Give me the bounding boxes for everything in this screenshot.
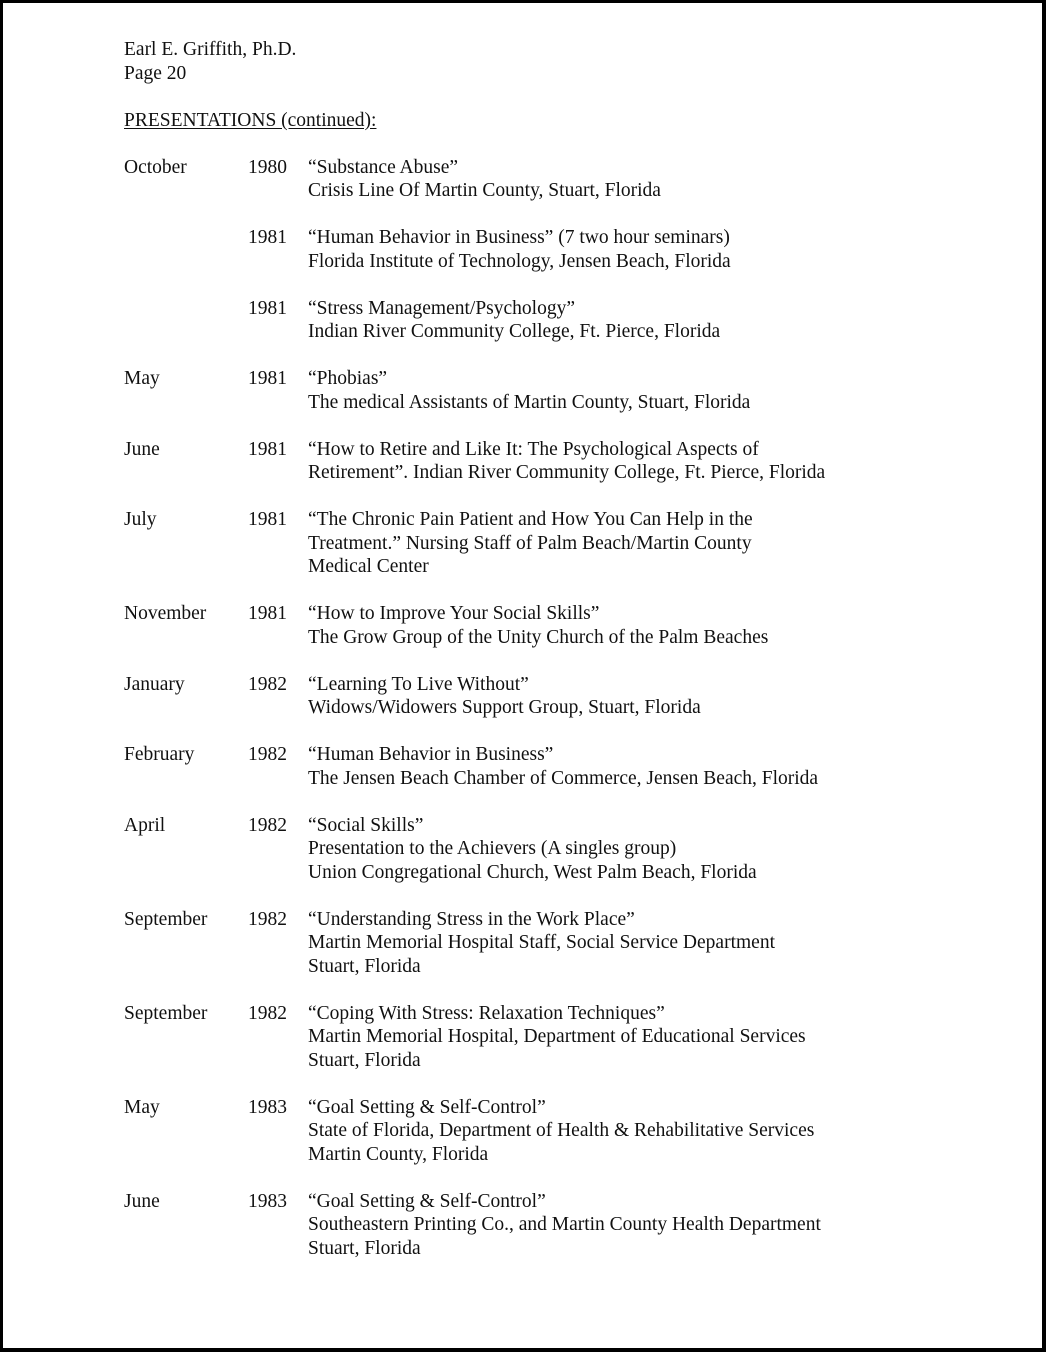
- entry-title: “Coping With Stress: Relaxation Techniques”: [308, 1002, 665, 1024]
- entry-detail-line: Florida Institute of Technology, Jensen Beach, Florida: [308, 250, 731, 272]
- entry-details: [308, 1190, 1004, 1261]
- entry-detail-line: State of Florida, Department of Health & Rehabilitative Services: [308, 1120, 815, 1141]
- entry-detail-line: Southeastern Printing Co., and Martin County Health Department: [308, 1214, 821, 1235]
- section-heading: PRESENTATIONS (continued):: [124, 109, 377, 131]
- entry-title: “Phobias”: [308, 368, 388, 389]
- entry-title: “Substance Abuse”: [308, 156, 459, 178]
- entry-details: [308, 908, 1004, 979]
- presentation-entry: [124, 814, 1004, 885]
- entry-year: 1982: [248, 908, 287, 930]
- author-name: Earl E. Griffith, Ph.D.: [124, 39, 297, 60]
- presentation-entry: [124, 602, 1004, 649]
- entry-detail-line: Martin County, Florida: [308, 1143, 489, 1165]
- entry-month: October: [124, 156, 187, 178]
- entry-details: [308, 297, 1004, 344]
- entry-title: “Stress Management/Psychology”: [308, 297, 575, 319]
- entry-month: April: [124, 814, 166, 836]
- presentation-entry: [124, 297, 1004, 344]
- entry-detail-line: Crisis Line Of Martin County, Stuart, Florida: [308, 180, 661, 201]
- entry-details: [308, 814, 1004, 885]
- presentation-entry: [124, 1190, 1004, 1261]
- entry-title: “Goal Setting & Self-Control”: [308, 1096, 546, 1118]
- entry-detail-line: The Grow Group of the Unity Church of the Palm Beaches: [308, 626, 769, 648]
- entry-month: September: [124, 908, 208, 930]
- entry-year: 1982: [248, 744, 287, 765]
- presentation-entry: [124, 438, 1004, 485]
- entry-title: “Human Behavior in Business” (7 two hour seminars): [308, 227, 730, 248]
- entry-detail-line: Stuart, Florida: [308, 1237, 421, 1259]
- entry-month: [124, 297, 248, 344]
- entry-year: 1981: [248, 297, 287, 319]
- presentation-entry: [124, 156, 1004, 203]
- entry-year: 1983: [248, 1096, 287, 1118]
- presentation-entry: [124, 226, 1004, 273]
- entry-title: “How to Retire and Like It: The Psychological Aspects of: [308, 438, 759, 460]
- entry-detail-line: Treatment.” Nursing Staff of Palm Beach/Martin County: [308, 532, 752, 554]
- entry-detail-line: Medical Center: [308, 556, 429, 577]
- entry-details: [308, 602, 1004, 649]
- entry-detail-line: Stuart, Florida: [308, 1049, 421, 1071]
- entry-details: [308, 1002, 1004, 1073]
- entry-details: [308, 367, 1004, 414]
- entry-details: [308, 156, 1004, 203]
- entry-details: [308, 508, 1004, 579]
- entry-title: “Social Skills”: [308, 814, 424, 836]
- entry-title: “Human Behavior in Business”: [308, 744, 554, 765]
- entry-month: May: [124, 1096, 160, 1118]
- entry-year: 1982: [248, 1002, 287, 1024]
- entry-detail-line: Martin Memorial Hospital Staff, Social Service Department: [308, 932, 775, 953]
- entry-year: 1981: [248, 227, 287, 248]
- entry-month: November: [124, 603, 207, 624]
- entry-month: July: [124, 509, 157, 530]
- entry-detail-line: Union Congregational Church, West Palm Beach, Florida: [308, 861, 757, 883]
- presentation-entry: [124, 673, 1004, 720]
- entry-month: [124, 226, 248, 273]
- entry-year: 1981: [248, 509, 287, 530]
- entry-detail-line: Widows/Widowers Support Group, Stuart, Florida: [308, 697, 701, 718]
- entry-title: “The Chronic Pain Patient and How You Can Help in the: [308, 509, 753, 530]
- entry-detail-line: Presentation to the Achievers (A singles group): [308, 838, 677, 859]
- entry-detail-line: Retirement”. Indian River Community College, Ft. Pierce, Florida: [308, 462, 826, 483]
- entry-year: 1983: [248, 1190, 287, 1212]
- entry-title: “Learning To Live Without”: [308, 673, 529, 695]
- entry-month: February: [124, 744, 195, 765]
- entry-title: “Understanding Stress in the Work Place”: [308, 908, 635, 930]
- entry-details: [308, 1096, 1004, 1167]
- page-number: Page 20: [124, 62, 187, 84]
- entry-month: June: [124, 1190, 160, 1212]
- entry-month: June: [124, 438, 160, 460]
- entry-month: January: [124, 673, 185, 695]
- entry-details: [308, 673, 1004, 720]
- entry-year: 1981: [248, 438, 287, 460]
- running-header: [124, 38, 1004, 85]
- presentation-entry: [124, 743, 1004, 790]
- entry-month: September: [124, 1002, 208, 1024]
- entry-detail-line: Stuart, Florida: [308, 955, 421, 977]
- presentation-entry: [124, 908, 1004, 979]
- entry-title: “Goal Setting & Self-Control”: [308, 1190, 546, 1212]
- entry-year: 1981: [248, 368, 287, 389]
- entry-year: 1981: [248, 603, 287, 624]
- entry-details: [308, 743, 1004, 790]
- document-content: [124, 38, 1004, 1284]
- entry-title: “How to Improve Your Social Skills”: [308, 603, 600, 624]
- entry-month: May: [124, 368, 160, 389]
- entry-details: [308, 226, 1004, 273]
- entry-year: 1982: [248, 673, 287, 695]
- entry-year: 1982: [248, 814, 287, 836]
- entry-detail-line: The medical Assistants of Martin County, Stuart, Florida: [308, 391, 751, 413]
- presentation-entry: [124, 1096, 1004, 1167]
- presentation-list: [124, 156, 1004, 1261]
- entry-details: [308, 438, 1004, 485]
- presentation-entry: [124, 508, 1004, 579]
- entry-year: 1980: [248, 156, 287, 178]
- entry-detail-line: Indian River Community College, Ft. Pierce, Florida: [308, 321, 721, 342]
- entry-detail-line: Martin Memorial Hospital, Department of Educational Services: [308, 1026, 806, 1047]
- presentation-entry: [124, 1002, 1004, 1073]
- entry-detail-line: The Jensen Beach Chamber of Commerce, Jensen Beach, Florida: [308, 767, 819, 789]
- presentation-entry: [124, 367, 1004, 414]
